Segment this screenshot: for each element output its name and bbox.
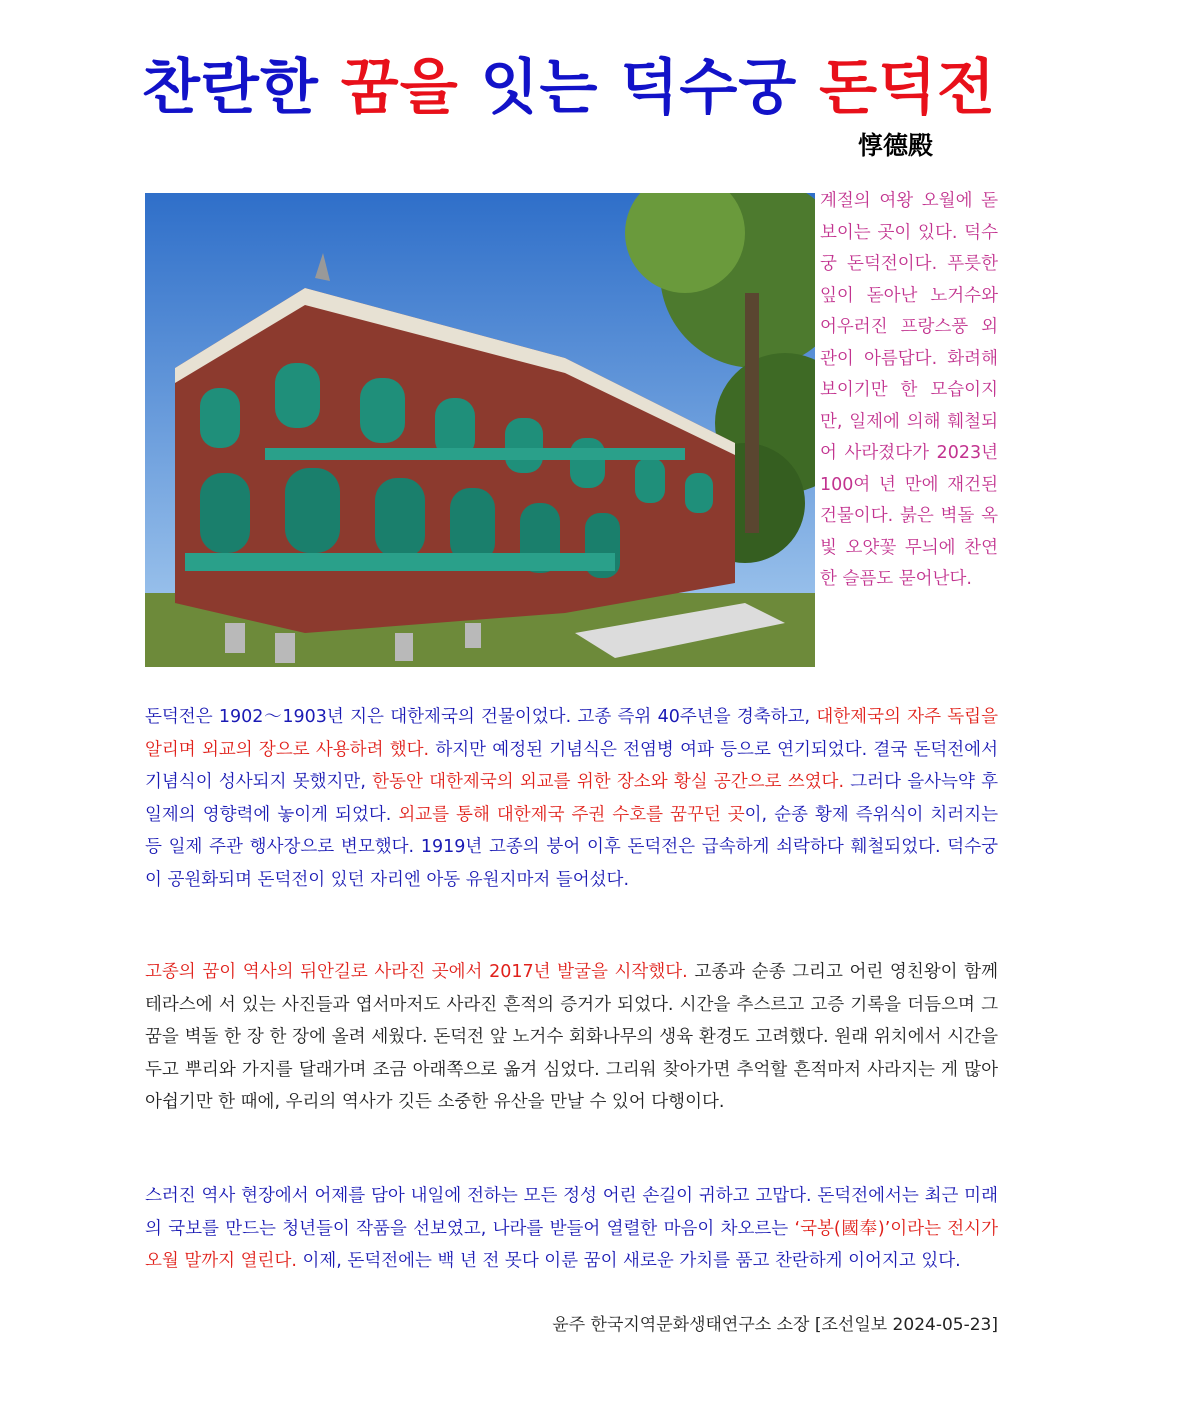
paragraph-2: [145, 956, 998, 1119]
title-part-4: 돈덕전: [819, 53, 997, 123]
paragraph-3: [145, 1180, 998, 1278]
p2-text: 고종과 순종 그리고 어린 영친왕이 함께 테라스에 서 있는 사진들과 엽서마저도 사라진 흔적의 증거가 되었다. 시간을 추스르고 고증 기록을 더듬으며 그 꿈을 벽돌 한 장 한 장에 올려 세웠다. 돈덕전 앞 노거수 회화나무의 생육 환경도 고려했다. 원래 위치에서 시간을 두고 뿌리와 가지를 달래가며 조금 아래쪽으로 옮겨 심었다. 그리워 찾아가면 추억할 흔적마저 사라지는 게 많아 아쉽기만 한 때에, 우리의 역사가 깃든 소중한 유산을 만날 수 있어 다행이다.: [145, 962, 998, 1112]
p1-highlight-1: 대한제국의 자주 독립을 알리며 외교의 장으로 사용하려 했다.: [145, 707, 998, 760]
p1-text-2: 하지만 예정된 기념식은 전염병 여파 등으로 연기되었다. 결국 돈덕전에서 기념식이 성사되지 못했지만,: [145, 739, 998, 792]
p1-highlight-2: 한동안 대한제국의 외교를 위한 장소와 황실 공간으로 쓰였다.: [372, 772, 845, 792]
p2-highlight: 고종의 꿈이 역사의 뒤안길로 사라진 곳에서 2017년 발굴을 시작했다.: [145, 962, 688, 982]
article-title: [0, 48, 1138, 128]
title-part-3: 잇는 덕수궁: [458, 53, 820, 123]
title-part-2: 꿈을: [340, 53, 459, 123]
p3-text-2: 이제, 돈덕전에는 백 년 전 못다 이룬 꿈이 새로운 가치를 품고 찬란하게 이어지고 있다.: [296, 1251, 961, 1271]
p3-text-1: 스러진 역사 현장에서 어제를 담아 내일에 전하는 모든 정성 어린 손길이 귀하고 고맙다. 돈덕전에서는 최근 미래의 국보를 만드는 청년들이 작품을 선보였고, 나라를 받들어 열렬한 마음이 차오르는: [145, 1186, 998, 1239]
sidebar-intro-text: 계절의 여왕 오월에 돋보이는 곳이 있다. 덕수궁 돈덕전이다. 푸릇한 잎이 돋아난 노거수와 어우러진 프랑스풍 외관이 아름답다. 화려해 보이기만 한 모습이지만, 일제에 의해 훼철되어 사라졌다가 2023년 100여 년 만에 재건된 건물이다. 붉은 벽돌 옥빛 오얏꽃 무늬에 찬연한 슬픔도 묻어난다.: [820, 191, 998, 589]
p3-highlight: ‘국봉(國奉)’이라는 전시가 오월 말까지 열린다.: [145, 1218, 998, 1271]
building-photo: [145, 193, 815, 667]
building-photo-icon: [145, 193, 815, 667]
p1-highlight-3: 외교를 통해 대한제국 주권 수호를 꿈꾸던 곳: [398, 804, 745, 825]
p1-text-3: 그러다 을사늑약 후 일제의 영향력에 놓이게 되었다.: [145, 772, 998, 825]
article-credit: 윤주 한국지역문화생태연구소 소장 [조선일보 2024-05-23]: [552, 1315, 998, 1335]
p1-text-1: 돈덕전은 1902～1903년 지은 대한제국의 건물이었다. 고종 즉위 40주년을 경축하고,: [145, 707, 817, 727]
title-hanja: 惇德殿: [858, 131, 934, 160]
title-part-1: 찬란한: [141, 53, 341, 123]
paragraph-1: [145, 701, 998, 896]
p1-text-4: 이, 순종 황제 즉위식이 치러지는 등 일제 주관 행사장으로 변모했다. 1919년 고종의 붕어 이후 돈덕전은 급속하게 쇠락하다 훼철되었다. 덕수궁이 공원화되며 돈덕전이 있던 자리엔 아동 유원지마저 들어섰다.: [145, 804, 998, 890]
